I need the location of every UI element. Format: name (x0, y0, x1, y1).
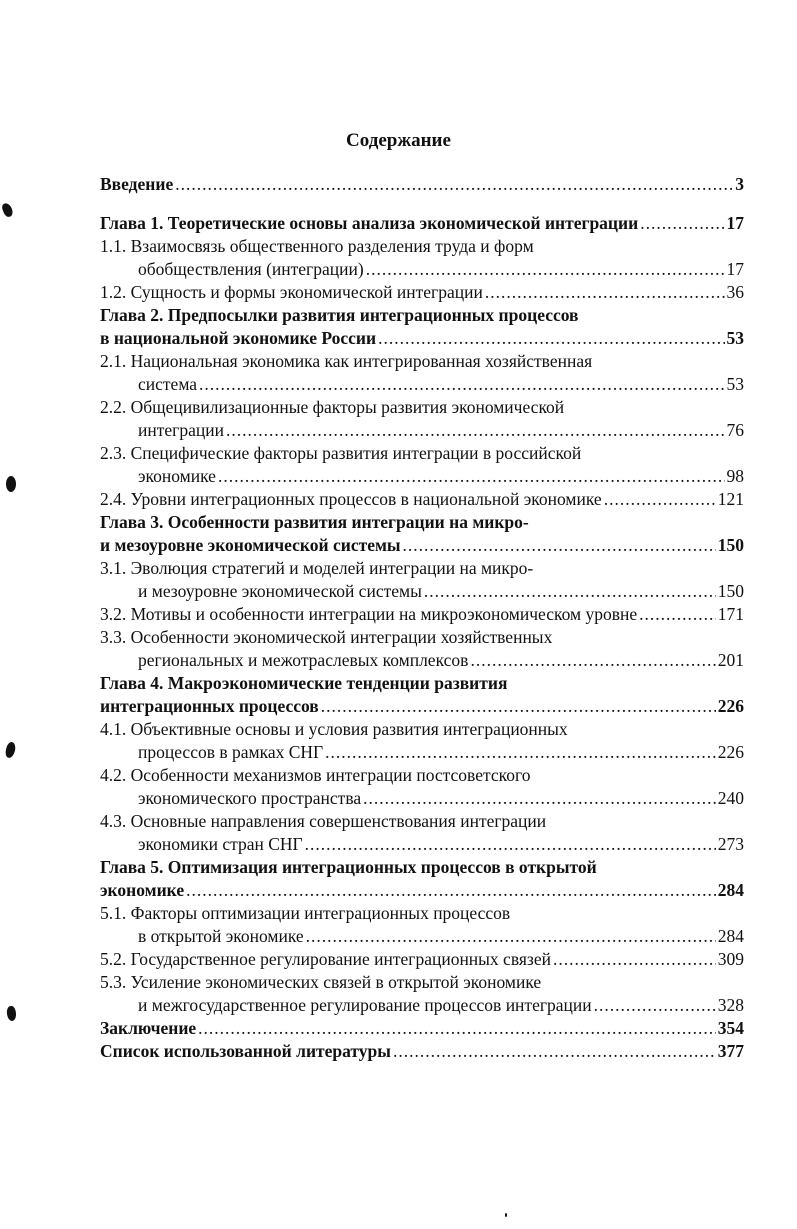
dot-leader (640, 212, 724, 235)
toc-entry-title: обобществления (интеграции) (138, 259, 364, 279)
dot-leader (306, 925, 716, 948)
toc-entry-title: и межгосударственное регулирование процессов интеграции (138, 995, 592, 1015)
toc-entry (100, 235, 744, 281)
toc-entry (100, 488, 744, 511)
toc-entry-heading: 5.3. Усиление экономических связей в открытой экономике (100, 972, 542, 992)
toc-entry (100, 350, 744, 396)
dot-leader (553, 948, 716, 971)
toc-entry-heading: 1.1. Взаимосвязь общественного разделения труда и форм (100, 236, 534, 256)
toc-entry (100, 1040, 744, 1063)
dot-leader (604, 488, 716, 511)
dot-leader (639, 603, 716, 626)
dot-leader (485, 281, 725, 304)
toc-page-number: 328 (717, 995, 744, 1015)
toc-page-number: 201 (717, 650, 744, 670)
toc-entry (100, 856, 744, 902)
toc-page-number: 354 (717, 1018, 744, 1038)
dot-leader (175, 173, 733, 196)
toc-entry-heading: 3.3. Особенности экономической интеграции хозяйственных (100, 627, 553, 647)
toc-entry-title: 3.2. Мотивы и особенности интеграции на микроэкономическом уровне (100, 604, 638, 624)
toc-entry (100, 810, 744, 856)
table-of-contents (100, 173, 744, 1063)
dot-leader (363, 787, 716, 810)
toc-page-number: 273 (717, 834, 744, 854)
toc-entry-title: 2.4. Уровни интеграционных процессов в национальной экономике (100, 489, 602, 509)
scan-artifact-mark (6, 1005, 17, 1021)
dot-leader (403, 534, 716, 557)
toc-entry-title: Введение (100, 174, 174, 194)
toc-page-number: 150 (717, 581, 744, 601)
toc-page-number: 240 (717, 788, 744, 808)
dot-leader (378, 327, 724, 350)
toc-entry-title: экономики стран СНГ (138, 834, 303, 854)
toc-page-number: 36 (726, 282, 744, 302)
toc-entry (100, 557, 744, 603)
dot-leader (325, 741, 716, 764)
toc-entry (100, 304, 744, 350)
toc-entry (100, 1017, 744, 1040)
toc-page-number: 309 (717, 949, 744, 969)
toc-page-number: 53 (726, 374, 744, 394)
toc-entry-title: интеграции (138, 420, 224, 440)
toc-page-number: 17 (726, 259, 744, 279)
dot-leader (594, 994, 716, 1017)
toc-entry-title: в национальной экономике России (100, 328, 377, 348)
toc-page-number: 3 (735, 174, 744, 194)
toc-entry-title: региональных и межотраслевых комплексов (138, 650, 469, 670)
toc-entry-title: Заключение (100, 1018, 197, 1038)
toc-entry (100, 718, 744, 764)
toc-page-number: 17 (726, 213, 744, 233)
scan-artifact-mark (6, 476, 16, 492)
toc-entry-heading: 5.1. Факторы оптимизации интеграционных процессов (100, 903, 511, 923)
dot-leader (424, 580, 716, 603)
dot-leader (393, 1040, 716, 1063)
page-title: Содержание (346, 130, 451, 151)
toc-entry-title: экономике (138, 466, 216, 486)
toc-entry-heading: 4.1. Объективные основы и условия развития интеграционных (100, 719, 568, 739)
dot-leader (218, 465, 725, 488)
toc-page-number: 53 (726, 328, 744, 348)
toc-page-number: 150 (717, 535, 744, 555)
toc-entry-title: система (138, 374, 198, 394)
toc-entry (100, 511, 744, 557)
toc-entry-title: 5.2. Государственное регулирование интеграционных связей (100, 949, 551, 969)
toc-entry-heading: Глава 4. Макроэкономические тенденции развития (100, 673, 508, 693)
toc-page-number: 226 (717, 696, 744, 716)
toc-entry-title: Список использованной литературы (100, 1041, 391, 1061)
toc-entry-title: экономического пространства (138, 788, 362, 808)
toc-entry-heading: 2.3. Специфические факторы развития интеграции в российской (100, 443, 582, 463)
toc-entry-heading: 2.1. Национальная экономика как интегрированная хозяйственная (100, 351, 593, 371)
toc-entry-title: интеграционных процессов (100, 696, 319, 716)
toc-page-number: 377 (717, 1041, 744, 1061)
dot-leader (470, 649, 715, 672)
toc-page-number: 98 (726, 466, 744, 486)
toc-entry-heading: 4.2. Особенности механизмов интеграции постсоветского (100, 765, 531, 785)
toc-entry-heading: 4.3. Основные направления совершенствования интеграции (100, 811, 547, 831)
toc-entry-title: 1.2. Сущность и формы экономической интеграции (100, 282, 483, 302)
toc-page-number: 121 (717, 489, 744, 509)
dot-leader (198, 1017, 716, 1040)
toc-entry-title: экономике (100, 880, 185, 900)
toc-entry (100, 948, 744, 971)
toc-entry (100, 173, 744, 196)
dot-leader (186, 879, 716, 902)
toc-entry (100, 212, 744, 235)
toc-entry (100, 672, 744, 718)
toc-entry (100, 281, 744, 304)
dot-leader (226, 419, 725, 442)
toc-entry-heading: Глава 3. Особенности развития интеграции на микро- (100, 512, 529, 532)
dot-leader (321, 695, 716, 718)
dot-leader (199, 373, 724, 396)
toc-entry (100, 603, 744, 626)
toc-entry-heading: Глава 2. Предпосылки развития интеграционных процессов (100, 305, 579, 325)
dot-leader (366, 258, 725, 281)
toc-entry (100, 764, 744, 810)
toc-entry-heading: 3.1. Эволюция стратегий и моделей интеграции на микро- (100, 558, 534, 578)
toc-entry-title: и мезоуровне экономической системы (100, 535, 401, 555)
toc-entry-heading: 2.2. Общецивилизационные факторы развития экономической (100, 397, 565, 417)
toc-page-number: 284 (717, 926, 744, 946)
toc-page-number: 171 (717, 604, 744, 624)
toc-page-number: 226 (717, 742, 744, 762)
toc-page-number: 284 (717, 880, 744, 900)
toc-entry-title: и мезоуровне экономической системы (138, 581, 422, 601)
toc-entry-title: в открытой экономике (138, 926, 304, 946)
toc-entry (100, 442, 744, 488)
toc-entry-heading: Глава 5. Оптимизация интеграционных процессов в открытой (100, 857, 597, 877)
toc-entry-title: процессов в рамках СНГ (138, 742, 324, 762)
scan-artifact-mark (1, 202, 14, 218)
toc-entry-title: Глава 1. Теоретические основы анализа экономической интеграции (100, 213, 639, 233)
toc-entry (100, 902, 744, 948)
toc-entry (100, 971, 744, 1017)
toc-page-number: 76 (726, 420, 744, 440)
dot-leader (305, 833, 716, 856)
scan-artifact-mark (4, 741, 17, 759)
toc-entry (100, 626, 744, 672)
scan-artifact-mark (505, 1213, 507, 1217)
toc-entry (100, 396, 744, 442)
